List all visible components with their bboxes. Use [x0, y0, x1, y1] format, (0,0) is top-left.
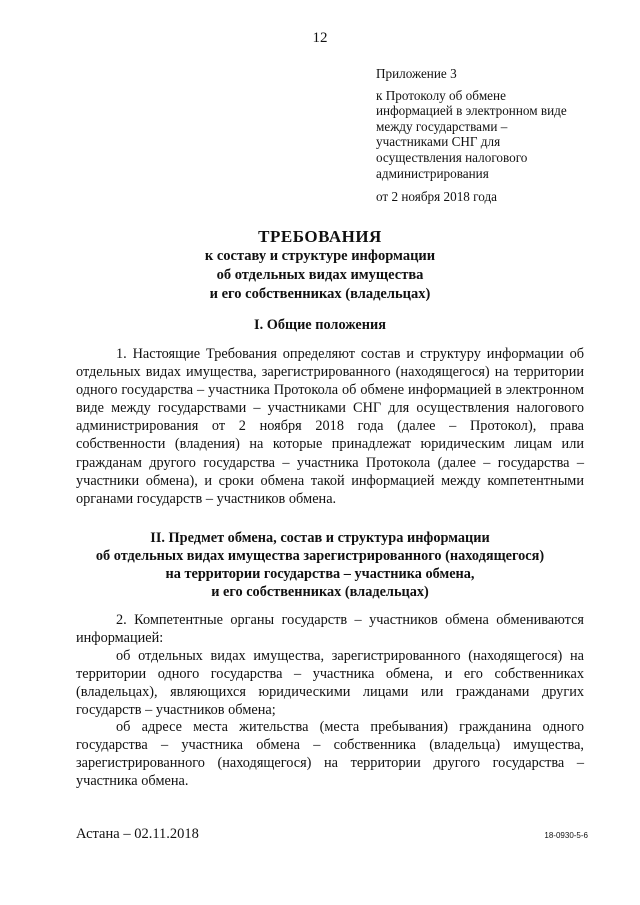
- title-line: и его собственниках (владельцах): [209, 286, 431, 302]
- section2-paragraph-property: об отдельных видах имущества, зарегистрированного (находящегося) на территории одного государства – участника обмена, и его собственниках (владельцах), являющихся юридическими лицами или гражданами других государств – участников обмена;: [76, 648, 584, 719]
- section2-heading: [0, 529, 640, 601]
- title-line: к составу и структуре информации: [204, 248, 436, 264]
- section2-heading-line: II. Предмет обмена, состав и структура информации: [150, 530, 490, 546]
- footer-document-code: 18-0930-5-6: [544, 831, 588, 840]
- appendix-title: Приложение 3: [376, 66, 457, 81]
- section2-heading-line: и его собственниках (владельцах): [211, 584, 429, 600]
- section1-heading: I. Общие положения: [254, 317, 386, 333]
- appendix-line: информацией в электронном виде: [376, 103, 567, 119]
- title-main: ТРЕБОВАНИЯ: [258, 227, 382, 246]
- page-number: 12: [312, 30, 328, 46]
- title-line: об отдельных видах имущества: [216, 267, 424, 283]
- section2-paragraph-address: об адресе места жительства (места пребывания) гражданина одного государства – участника обмена – собственника (владельца) имущества, зарегистрированного (находящегося) на территории другого государства – участника обмена.: [76, 719, 584, 790]
- appendix-line: осуществления налогового: [376, 149, 528, 165]
- appendix-block: [376, 66, 606, 205]
- footer-city-date: Астана – 02.11.2018: [76, 826, 199, 842]
- appendix-line: к Протоколу об обмене: [376, 87, 506, 103]
- document-title: [0, 227, 640, 304]
- section2-heading-line: об отдельных видах имущества зарегистрированного (находящегося): [95, 548, 545, 564]
- appendix-line: администрирования: [376, 165, 489, 181]
- appendix-date: от 2 ноября 2018 года: [376, 189, 498, 205]
- section2-paragraph-intro: 2. Компетентные органы государств – участников обмена обмениваются информацией:: [76, 612, 584, 647]
- appendix-line: участниками СНГ для: [376, 134, 501, 150]
- section1-paragraph: 1. Настоящие Требования определяют состав и структуру информации об отдельных видах имущества, зарегистрированного (находящегося) на территории одного государства – участника Протокола об обмене информацией в электронном виде между государствами – участниками СНГ для осуществления налогового администрирования от 2 ноября 2018 года (далее – Протокол), права собственности (владения) на которые принадлежат юридическим лицам или гражданам другого государства – участника Протокола (далее – государства – участники обмена), и сроки обмена такой информацией между компетентными органами государств – участников обмена.: [76, 346, 584, 507]
- section2-heading-line: на территории государства – участника обмена,: [165, 566, 475, 582]
- appendix-line: между государствами –: [376, 118, 508, 134]
